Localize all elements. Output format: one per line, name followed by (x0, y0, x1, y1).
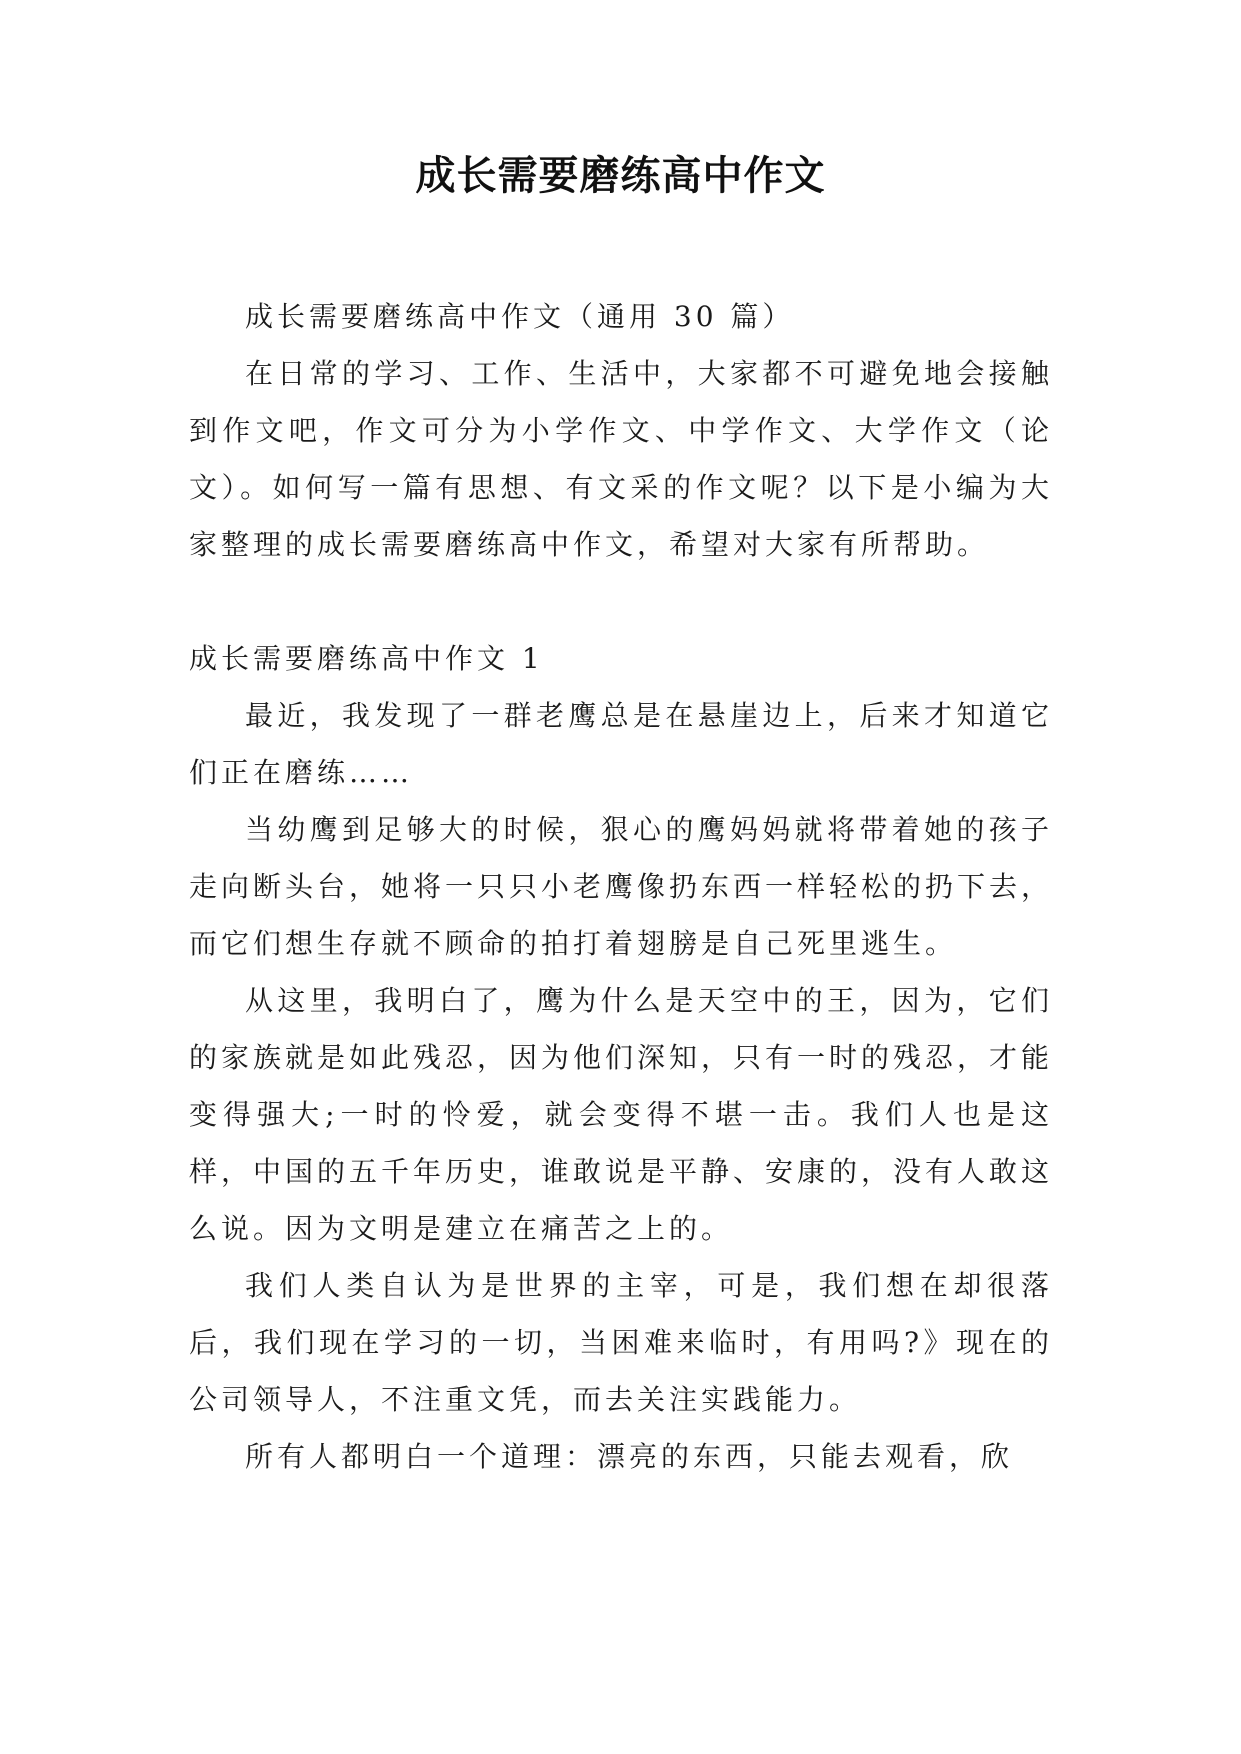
section-heading: 成长需要磨练高中作文 1 (189, 642, 544, 675)
body-paragraph: 从这里，我明白了，鹰为什么是天空中的王，因为，它们的家族就是如此残忍，因为他们深知，只有一时的残忍，才能变得强大;一时的怜爱，就会变得不堪一击。我们人也是这样，中国的五千年历史，谁敢说是平静、安康的，没有人敢这么说。因为文明是建立在痛苦之上的。 (189, 984, 1054, 1245)
section-spacer (189, 573, 1053, 630)
document-subtitle: 成长需要磨练高中作文（通用 30 篇） (245, 300, 795, 333)
page-title: 成长需要磨练高中作文 (415, 153, 826, 199)
body-paragraph: 我们人类自认为是世界的主宰，可是，我们想在却很落后，我们现在学习的一切，当困难来临时，有用吗?》现在的公司领导人，不注重文凭，而去关注实践能力。 (189, 1269, 1053, 1416)
intro-paragraph: 在日常的学习、工作、生活中，大家都不可避免地会接触到作文吧，作文可分为小学作文、中学作文、大学作文（论文）。如何写一篇有思想、有文采的作文呢？以下是小编为大家整理的成长需要磨练高中作文，希望对大家有所帮助。 (189, 357, 1053, 561)
document-body (189, 288, 1053, 1485)
body-paragraph: 所有人都明白一个道理：漂亮的东西，只能去观看，欣 (245, 1440, 1014, 1473)
body-paragraph: 当幼鹰到足够大的时候，狠心的鹰妈妈就将带着她的孩子走向断头台，她将一只只小老鹰像扔东西一样轻松的扔下去，而它们想生存就不顾命的拍打着翅膀是自己死里逃生。 (189, 813, 1054, 960)
body-paragraph: 最近，我发现了一群老鹰总是在悬崖边上，后来才知道它们正在磨练…… (189, 699, 1053, 789)
